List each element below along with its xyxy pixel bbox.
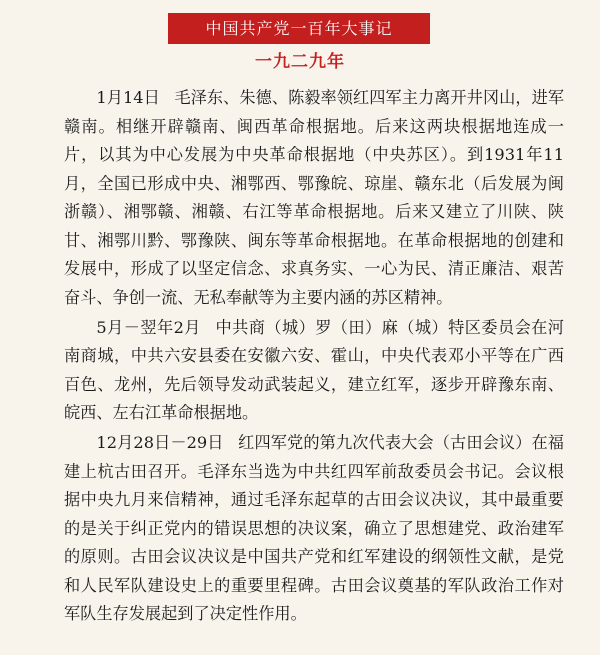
event-date: 5月－翌年2月 xyxy=(96,317,201,337)
event-text: 中共商（城）罗（田）麻（城）特区委员会在河南商城，中共六安县委在安徽六安、霍山，中央代表邓小平等在广西百色、龙州，先后领导发动武装起义，建立红军，逐步开辟豫东南、皖西、左右江革命根据地。 xyxy=(64,317,564,422)
page-title-banner: 中国共产党一百年大事记 xyxy=(168,13,430,44)
event-list xyxy=(64,84,564,630)
event-text: 红四军党的第九次代表大会（古田会议）在福建上杭古田召开。毛泽东当选为中共红四军前敌委员会书记。会议根据中央九月来信精神，通过毛泽东起草的古田会议决议，其中最重要的是关于纠正党内的错误思想的决议案，确立了思想建党、政治建军的原则。古田会议决议是中国共产党和红军建设的纲领性文献，是党和人民军队建设史上的重要里程碑。古田会议奠基的军队政治工作对军队生存发展起到了决定性作用。 xyxy=(64,433,564,623)
event-date: 12月28日－29日 xyxy=(96,433,224,452)
event-text: 毛泽东、朱德、陈毅率领红四军主力离开井冈山，进军赣南。相继开辟赣南、闽西革命根据地。后来这两块根据地连成一片，以其为中心发展为中央革命根据地（中央苏区）。到1931年11月，全国已形成中央、湘鄂西、鄂豫皖、琼崖、赣东北（后发展为闽浙赣）、湘鄂赣、湘赣、右江等革命根据地。后来又建立了川陕、陕甘、湘鄂川黔、鄂豫陕、闽东等革命根据地。在革命根据地的创建和发展中，形成了以坚定信念、求真务实、一心为民、清正廉洁、艰苦奋斗、争创一流、无私奉献等为主要内涵的苏区精神。 xyxy=(64,88,565,307)
event-entry-1 xyxy=(64,84,564,312)
event-entry-3 xyxy=(64,429,564,629)
year-heading: 一九二九年 xyxy=(255,52,345,72)
event-entry-2 xyxy=(64,314,564,428)
event-date: 1月14日 xyxy=(96,88,160,107)
